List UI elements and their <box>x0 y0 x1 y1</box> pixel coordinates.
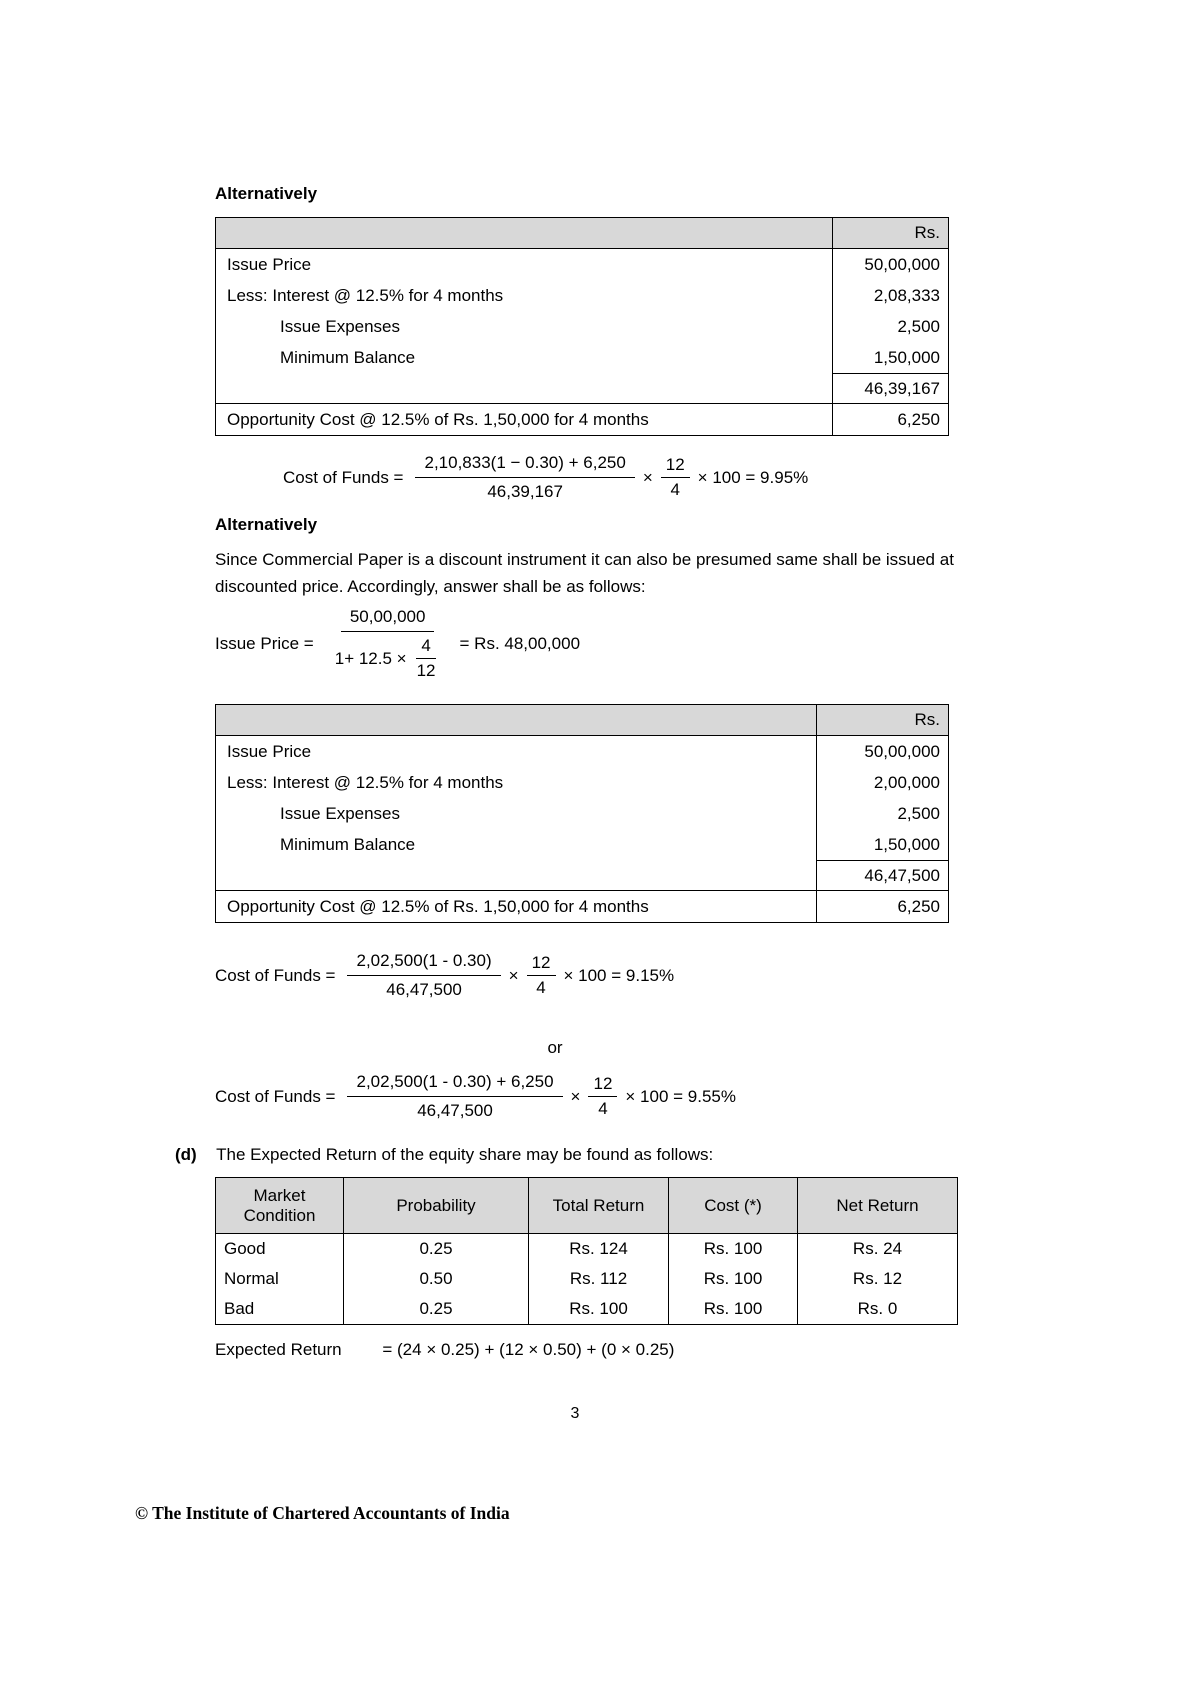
formula-result: × 100 = 9.55% <box>625 1086 736 1106</box>
column-header-total-return: Total Return <box>528 1178 668 1233</box>
fraction-denominator: 4 <box>536 978 546 997</box>
or-label: or <box>547 1038 563 1057</box>
cell-cost: Rs. 100 <box>668 1234 797 1264</box>
table-row <box>216 798 948 829</box>
column-header-cost: Cost (*) <box>668 1178 797 1233</box>
table-row <box>216 311 948 342</box>
cost-of-funds-table-2 <box>215 704 949 923</box>
fraction-numerator: 4 <box>416 636 435 659</box>
row-label: Minimum Balance <box>280 834 416 854</box>
fraction-numerator: 50,00,000 <box>341 606 435 632</box>
table-row <box>216 249 948 280</box>
row-value: 2,500 <box>832 311 948 342</box>
column-header-probability: Probability <box>343 1178 528 1233</box>
row-label <box>216 860 816 890</box>
subtotal-row <box>216 373 948 404</box>
row-label: Issue Price <box>227 741 312 761</box>
row-value: 2,00,000 <box>816 767 948 798</box>
part-d-line <box>175 1145 713 1165</box>
rs-column-header: Rs. <box>832 218 948 248</box>
table-row <box>216 280 948 311</box>
row-label: Issue Price <box>227 254 312 274</box>
row-label: Opportunity Cost @ 12.5% of Rs. 1,50,000 for 4 months <box>227 409 649 429</box>
row-label: Less: Interest @ 12.5% for 4 months <box>227 285 504 305</box>
commercial-paper-paragraph: Since Commercial Paper is a discount instrument it can also be presumed same shall be issued at discounted price. Accordingly, answer shall be as follows: <box>215 550 954 596</box>
cell-total-return: Rs. 100 <box>528 1294 668 1324</box>
table-row <box>216 829 948 860</box>
cell-cost: Rs. 100 <box>668 1294 797 1324</box>
formula-result: × 100 = 9.15% <box>563 965 675 985</box>
fraction-denominator: 46,47,500 <box>386 980 462 999</box>
alternatively-heading-2: Alternatively <box>215 515 318 534</box>
fraction-denominator: 46,39,167 <box>487 482 563 501</box>
header-label-cell <box>216 218 832 248</box>
fraction-denominator: 12 <box>416 661 436 680</box>
expected-return-formula: = (24 × 0.25) + (12 × 0.50) + (0 × 0.25) <box>382 1340 675 1359</box>
expected-return-label: Expected Return <box>215 1340 342 1359</box>
row-value: 6,250 <box>832 404 948 435</box>
row-label: Issue Expenses <box>280 316 401 336</box>
table-row <box>216 891 948 922</box>
fraction <box>661 455 690 500</box>
row-value: 50,00,000 <box>832 249 948 280</box>
cell-cost: Rs. 100 <box>668 1264 797 1294</box>
fraction <box>347 1071 562 1122</box>
cost-of-funds-formula-1 <box>283 452 808 503</box>
fraction <box>527 953 556 998</box>
column-header-market-condition: Market Condition <box>243 1185 316 1225</box>
expected-return-table <box>215 1177 958 1325</box>
row-label: Less: Interest @ 12.5% for 4 months <box>227 772 504 792</box>
page-number: 3 <box>570 1405 580 1422</box>
alternatively-heading-1: Alternatively <box>215 184 318 203</box>
copyright-footer: © The Institute of Chartered Accountants of India <box>135 1503 510 1523</box>
cell-market-condition: Bad <box>224 1299 255 1318</box>
subtotal-value: 46,47,500 <box>816 860 948 890</box>
inner-fraction <box>412 636 441 681</box>
cost-of-funds-table-1 <box>215 217 949 436</box>
row-label <box>216 373 832 403</box>
cell-probability: 0.50 <box>343 1264 528 1294</box>
denominator-prefix: 1+ 12.5 × <box>334 648 407 668</box>
table-body <box>216 1234 957 1324</box>
row-value: 50,00,000 <box>816 736 948 767</box>
cell-total-return: Rs. 112 <box>528 1264 668 1294</box>
table-row <box>216 342 948 373</box>
row-label: Minimum Balance <box>280 347 416 367</box>
row-label: Opportunity Cost @ 12.5% of Rs. 1,50,000 for 4 months <box>227 896 649 916</box>
column-header-net-return: Net Return <box>797 1178 957 1233</box>
fraction-denominator: 4 <box>598 1099 608 1118</box>
table-row <box>216 404 948 435</box>
fraction <box>588 1074 617 1119</box>
row-value: 1,50,000 <box>832 342 948 373</box>
row-value: 1,50,000 <box>816 829 948 860</box>
table-row <box>216 767 948 798</box>
rs-column-header: Rs. <box>816 705 948 735</box>
formula-lhs: Issue Price = <box>215 634 314 653</box>
row-value: 6,250 <box>816 891 948 922</box>
cell-market-condition: Good <box>224 1239 266 1258</box>
fraction-numerator: 12 <box>588 1074 617 1097</box>
fraction <box>326 606 450 682</box>
formula-result: × 100 = 9.95% <box>697 467 809 487</box>
row-label: Issue Expenses <box>280 803 401 823</box>
fraction-denominator: 4 <box>670 480 680 499</box>
expected-return-line <box>215 1340 674 1360</box>
formula-lhs: Cost of Funds = <box>283 467 404 487</box>
row-value: 2,500 <box>816 798 948 829</box>
part-d-marker: (d) <box>175 1145 197 1164</box>
formula-result: = Rs. 48,00,000 <box>459 634 581 653</box>
fraction <box>347 950 500 1001</box>
cell-net-return: Rs. 24 <box>797 1234 957 1264</box>
table-header-row <box>216 218 948 249</box>
table-row <box>216 1294 957 1324</box>
cost-of-funds-formula-2 <box>215 950 674 1001</box>
fraction-numerator: 2,10,833(1 − 0.30) + 6,250 <box>415 452 634 478</box>
fraction-denominator: 46,47,500 <box>417 1101 493 1120</box>
fraction-numerator: 12 <box>661 455 690 478</box>
cell-net-return: Rs. 12 <box>797 1264 957 1294</box>
multiply-sign: × <box>642 467 653 487</box>
table-row <box>216 736 948 767</box>
fraction-numerator: 12 <box>527 953 556 976</box>
issue-price-formula <box>215 606 580 682</box>
cell-probability: 0.25 <box>343 1234 528 1264</box>
row-value: 2,08,333 <box>832 280 948 311</box>
multiply-sign: × <box>508 965 519 985</box>
subtotal-value: 46,39,167 <box>832 373 948 403</box>
table-header-row <box>216 1178 957 1234</box>
fraction-numerator: 2,02,500(1 - 0.30) + 6,250 <box>347 1071 562 1097</box>
fraction-numerator: 2,02,500(1 - 0.30) <box>347 950 500 976</box>
formula-lhs: Cost of Funds = <box>215 1086 336 1106</box>
cell-market-condition: Normal <box>224 1269 279 1288</box>
table-header-row <box>216 705 948 736</box>
formula-lhs: Cost of Funds = <box>215 965 336 985</box>
subtotal-row <box>216 860 948 891</box>
table-row <box>216 1264 957 1294</box>
cost-of-funds-formula-3 <box>215 1071 736 1122</box>
fraction-denominator <box>326 632 450 682</box>
table-row <box>216 1234 957 1264</box>
cell-probability: 0.25 <box>343 1294 528 1324</box>
cell-net-return: Rs. 0 <box>797 1294 957 1324</box>
header-label-cell <box>216 705 816 735</box>
cell-total-return: Rs. 124 <box>528 1234 668 1264</box>
part-d-intro: The Expected Return of the equity share may be found as follows: <box>216 1145 714 1164</box>
fraction <box>415 452 634 503</box>
multiply-sign: × <box>570 1086 581 1106</box>
